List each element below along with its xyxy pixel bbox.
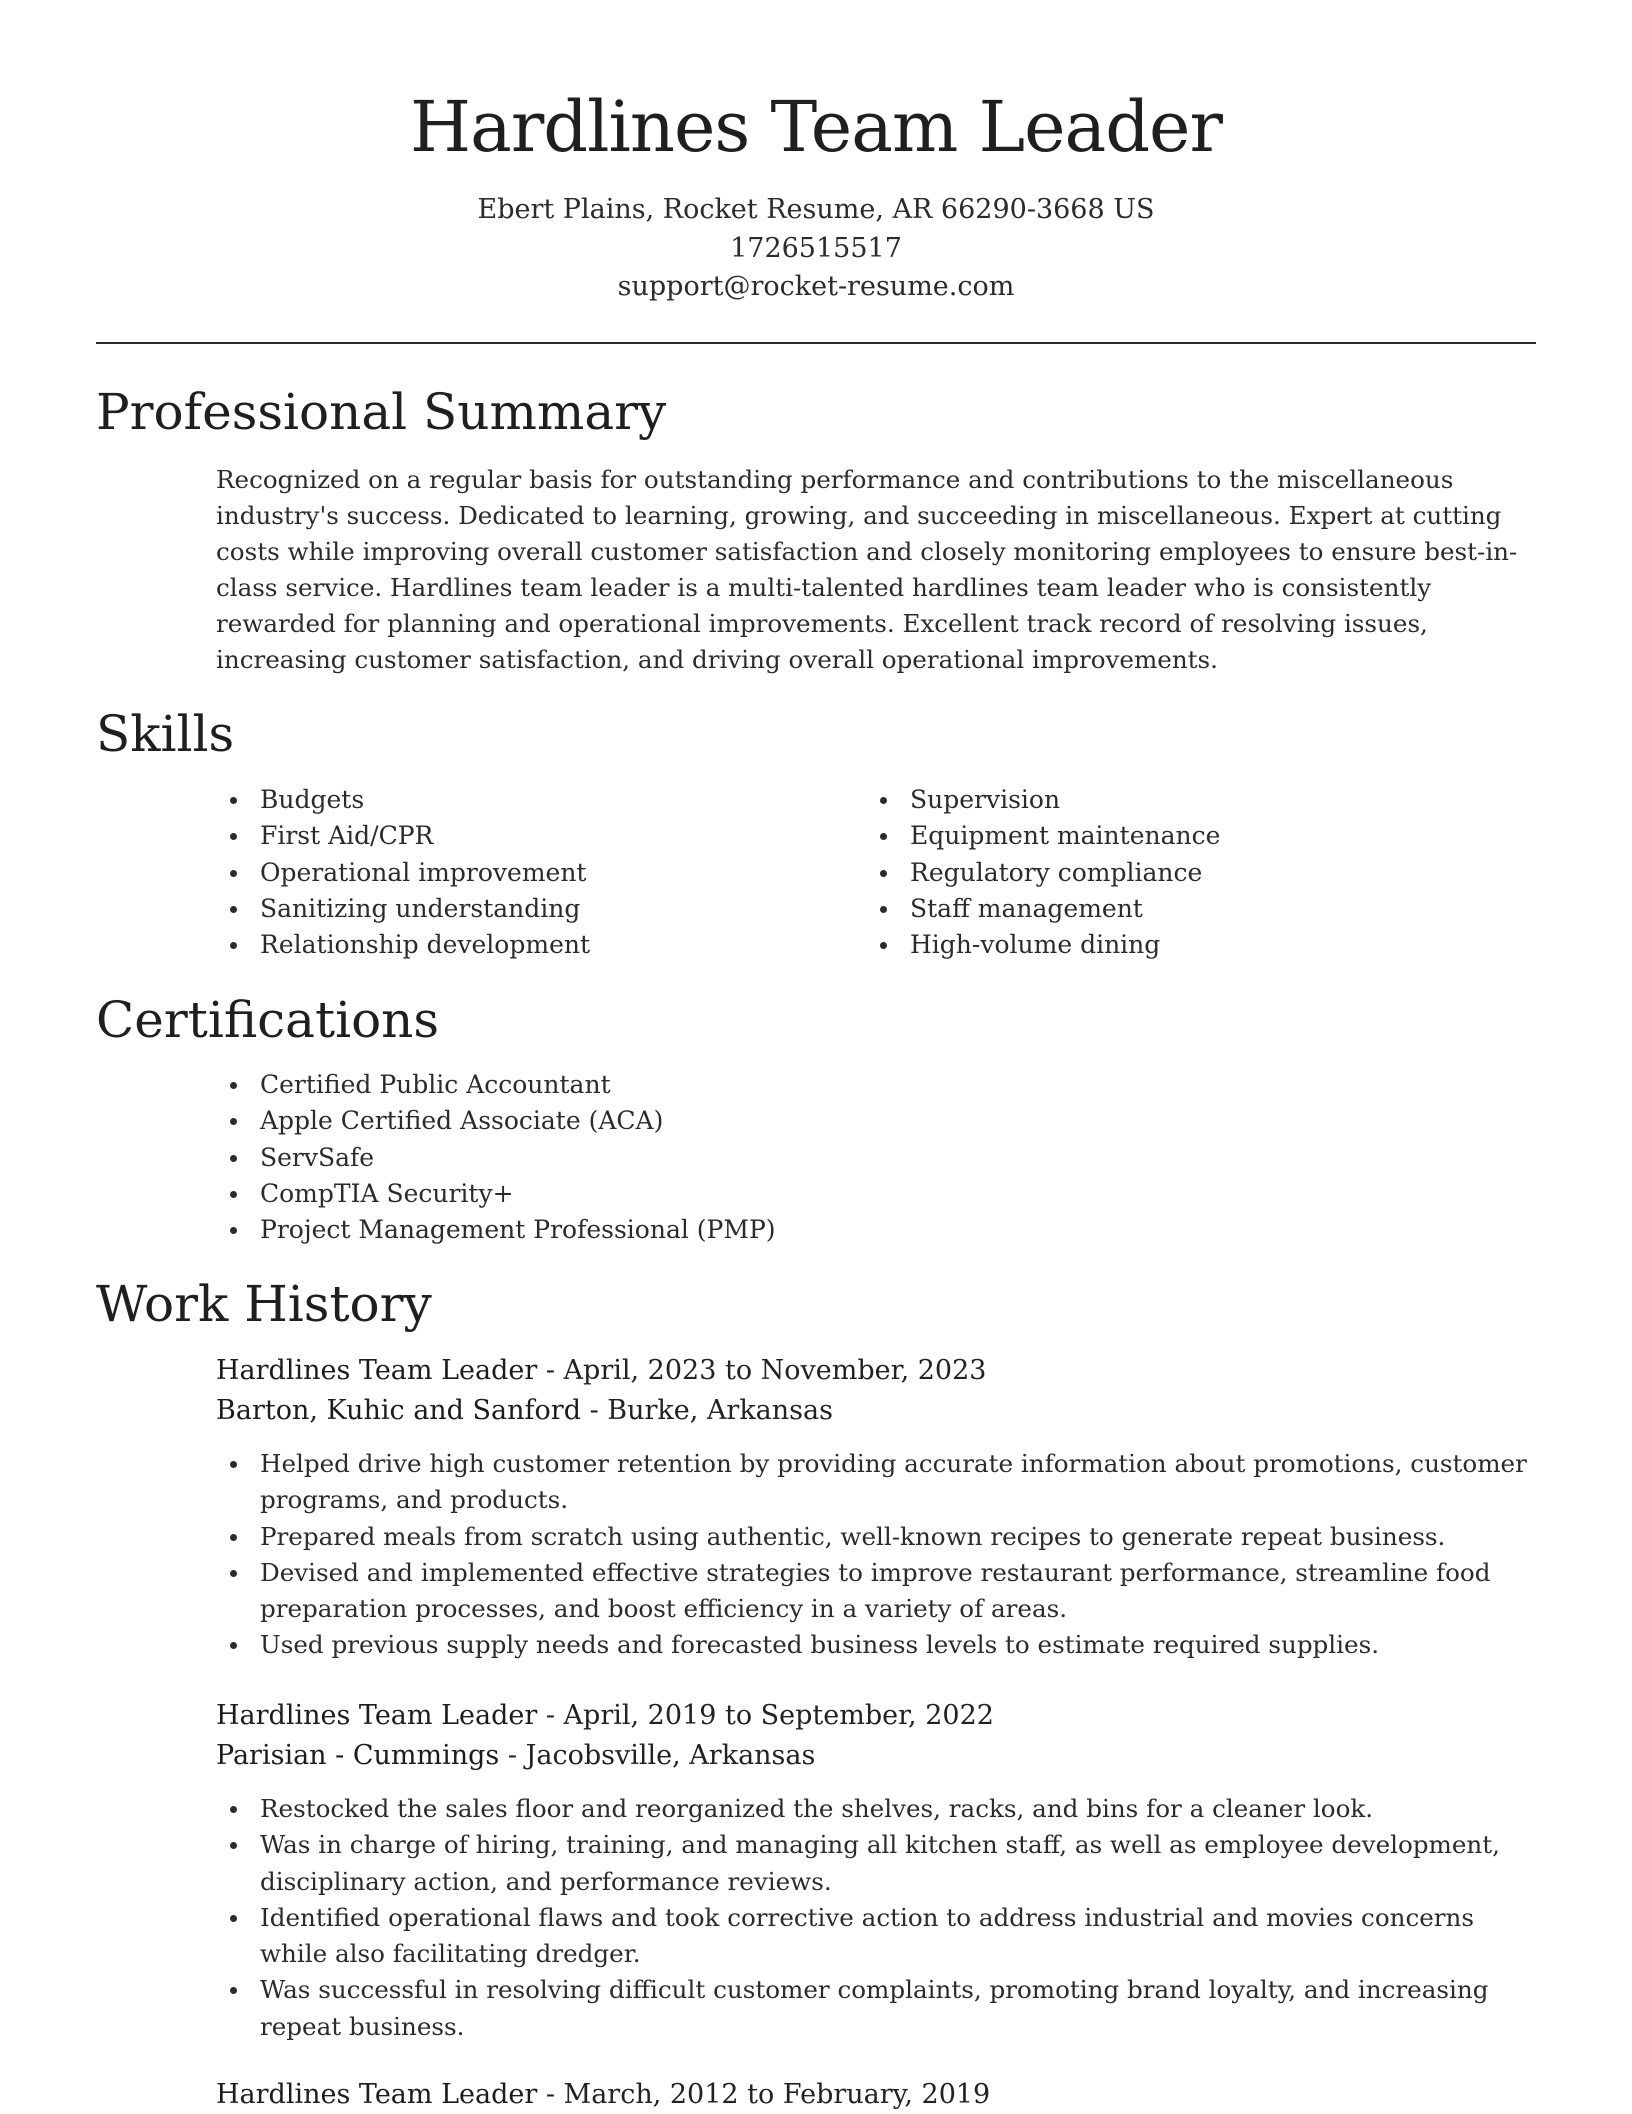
- skills-list-right: [866, 782, 1506, 963]
- list-item: High-volume dining: [866, 927, 1506, 963]
- list-item: Budgets: [216, 782, 816, 818]
- summary-heading: Professional Summary: [96, 383, 667, 441]
- job-dates: - April, 2023 to November, 2023: [537, 1355, 987, 1386]
- job-location: - Burke, Arkansas: [580, 1395, 833, 1426]
- list-item: Was successful in resolving difficult customer complaints, promoting brand loyalty, and increasing repeat business.: [216, 1972, 1546, 2045]
- list-item: Devised and implemented effective strategies to improve restaurant performance, streamline food preparation processes, and boost efficiency in a variety of areas.: [216, 1555, 1546, 1628]
- job-company-line: [216, 1737, 815, 1775]
- contact-email: support@rocket-resume.com: [617, 271, 1015, 302]
- certifications-list: [216, 1067, 1216, 1248]
- list-item: Project Management Professional (PMP): [216, 1212, 1216, 1248]
- job-company: Parisian - Cummings: [216, 1740, 500, 1771]
- job-company: Barton, Kuhic and Sanford: [216, 1395, 581, 1426]
- list-item: Relationship development: [216, 927, 816, 963]
- list-item: Helped drive high customer retention by providing accurate information about promotions, customer programs, and products.: [216, 1446, 1546, 1519]
- list-item: Equipment maintenance: [866, 818, 1506, 854]
- job-title: Hardlines Team Leader: [216, 2079, 538, 2110]
- list-item: First Aid/CPR: [216, 818, 816, 854]
- job-title-line: [216, 1352, 986, 1390]
- list-item: Identified operational flaws and took corrective action to address industrial and movies concerns while also facilitating dredger.: [216, 1900, 1546, 1973]
- resume-name: Hardlines Team Leader: [410, 86, 1222, 168]
- job-bullets: [216, 1791, 1546, 2045]
- list-item: Apple Certified Associate (ACA): [216, 1103, 1216, 1139]
- job-location: - Jacobsville, Arkansas: [499, 1740, 816, 1771]
- list-item: Prepared meals from scratch using authentic, well-known recipes to generate repeat business.: [216, 1519, 1546, 1555]
- list-item: Was in charge of hiring, training, and managing all kitchen staff, as well as employee development, disciplinary action, and performance reviews.: [216, 1827, 1546, 1900]
- list-item: Used previous supply needs and forecasted business levels to estimate required supplies.: [216, 1627, 1546, 1663]
- job-company-line: [216, 1392, 833, 1430]
- job-title-line: [216, 2076, 990, 2114]
- list-item: Operational improvement: [216, 855, 816, 891]
- list-item: CompTIA Security+: [216, 1176, 1216, 1212]
- job-dates: - March, 2012 to February, 2019: [537, 2079, 991, 2110]
- list-item: Certified Public Accountant: [216, 1067, 1216, 1103]
- job-bullets: [216, 1446, 1546, 1664]
- contact-address: Ebert Plains, Rocket Resume, AR 66290-3668 US: [477, 194, 1155, 225]
- work-history-heading: Work History: [96, 1275, 432, 1333]
- header-divider: [96, 342, 1536, 344]
- list-item: Restocked the sales floor and reorganized the shelves, racks, and bins for a cleaner look.: [216, 1791, 1546, 1827]
- job-dates: - April, 2019 to September, 2022: [537, 1700, 994, 1731]
- list-item: Regulatory compliance: [866, 855, 1506, 891]
- list-item: Sanitizing understanding: [216, 891, 816, 927]
- job-title-line: [216, 1697, 994, 1735]
- skills-list-left: [216, 782, 816, 963]
- skills-heading: Skills: [96, 705, 235, 763]
- job-title: Hardlines Team Leader: [216, 1355, 538, 1386]
- summary-text: Recognized on a regular basis for outstanding performance and contributions to the miscellaneous industry's success. Dedicated to learning, growing, and succeeding in miscellaneous. Expert at cutting costs while improving overall customer satisfaction and closely monitoring employees to ensure best-in-class service. Hardlines team leader is a multi-talented hardlines team leader who is consistently rewarded for planning and operational improvements. Excellent track record of resolving issues, increasing customer satisfaction, and driving overall operational improvements.: [216, 465, 1518, 674]
- list-item: Supervision: [866, 782, 1506, 818]
- contact-phone: 1726515517: [730, 233, 902, 264]
- certifications-heading: Certifications: [96, 991, 440, 1049]
- job-title: Hardlines Team Leader: [216, 1700, 538, 1731]
- list-item: Staff management: [866, 891, 1506, 927]
- list-item: ServSafe: [216, 1140, 1216, 1176]
